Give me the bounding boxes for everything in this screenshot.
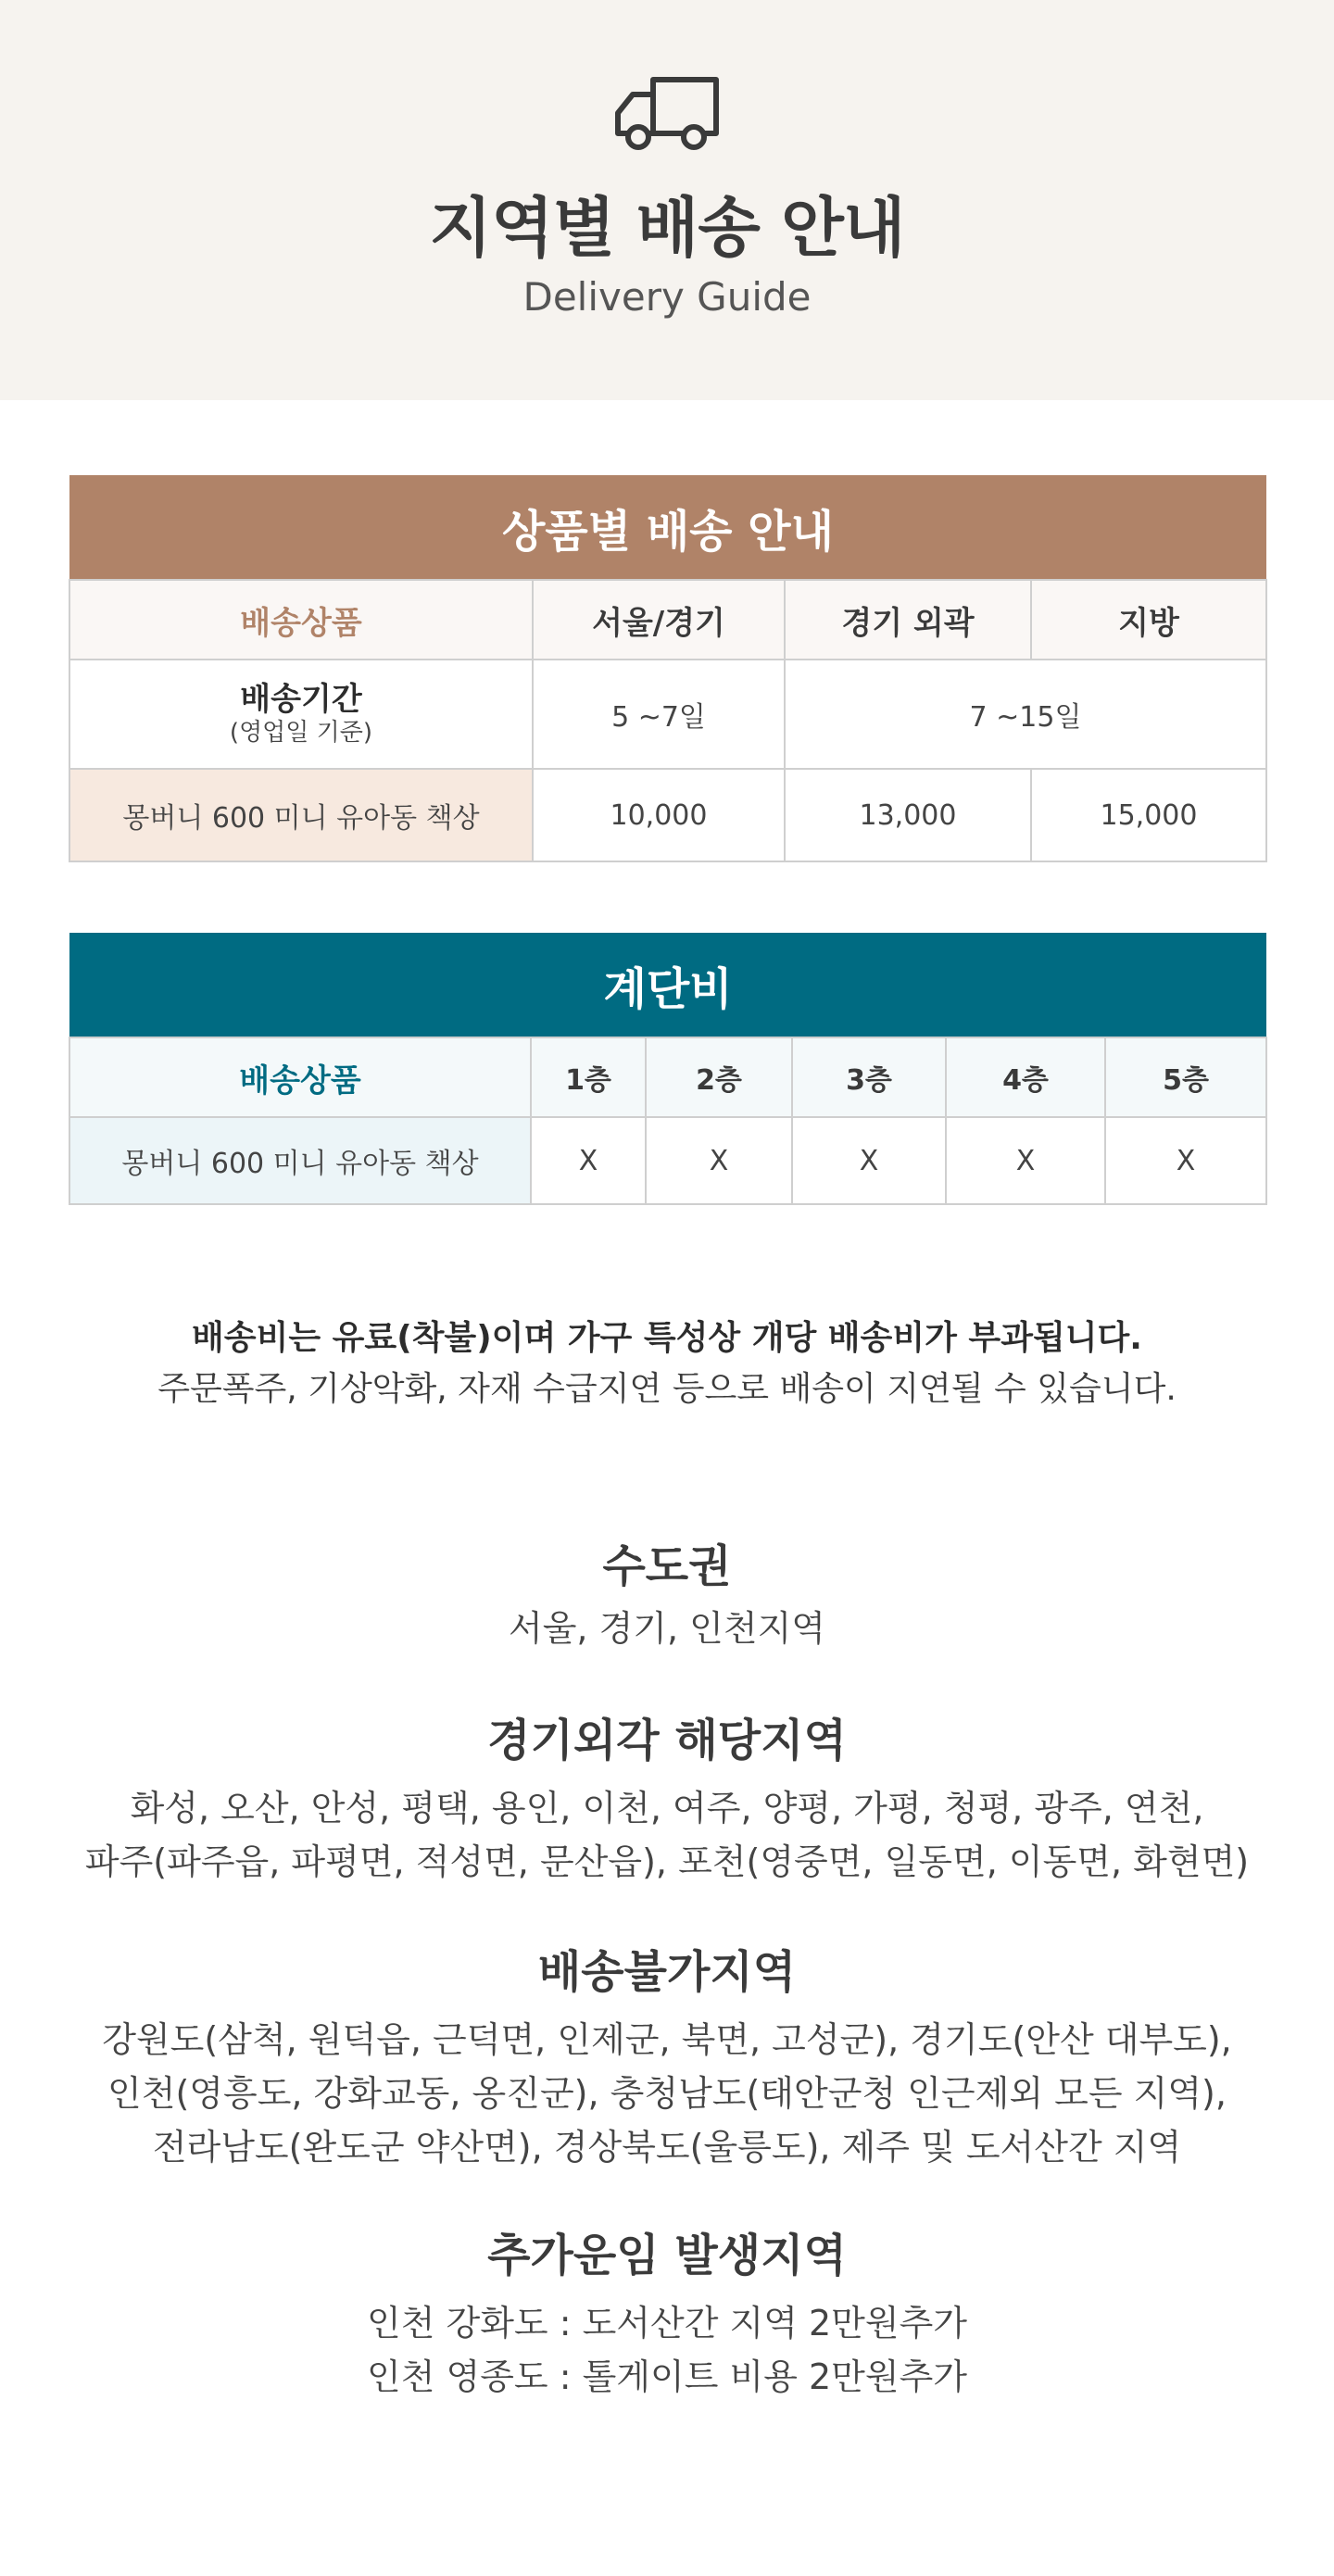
table-title: 계단비: [69, 933, 1266, 1037]
stairs-cell: X: [646, 1117, 792, 1204]
period-note: (영업일 기준): [229, 718, 373, 747]
stairs-cell: X: [531, 1117, 646, 1204]
column-header: 4층: [946, 1037, 1105, 1117]
product-name: 몽버니 600 미니 유아동 책상: [69, 769, 533, 861]
stairs-cell: X: [946, 1117, 1105, 1204]
region-line: 화성, 오산, 안성, 평택, 용인, 이천, 여주, 양평, 가평, 청평, 광주, 연천,: [130, 1788, 1204, 1828]
period-seoul: 5 ~7일: [533, 660, 785, 769]
truck-icon: [612, 74, 722, 154]
price-cell: 15,000: [1031, 769, 1266, 861]
column-header: 배송상품: [69, 580, 533, 660]
region-title: 수도권: [602, 1540, 732, 1592]
region-title: 배송불가지역: [537, 1946, 797, 1998]
column-header: 2층: [646, 1037, 792, 1117]
column-header: 배송상품: [69, 1037, 531, 1117]
table-row: [69, 769, 1266, 861]
table-header-row: [69, 1037, 1266, 1117]
column-header: 1층: [531, 1037, 646, 1117]
region-title: 경기외각 해당지역: [487, 1715, 847, 1766]
region-line: 강원도(삼척, 원덕읍, 근덕면, 인제군, 북면, 고성군), 경기도(안산 대부도),: [102, 2019, 1232, 2060]
notice-text: 주문폭주, 기상악화, 자재 수급지연 등으로 배송이 지연될 수 있습니다.: [157, 1370, 1177, 1408]
page-subtitle: Delivery Guide: [522, 274, 812, 320]
shipping-fee-table: [69, 475, 1267, 862]
region-title: 추가운임 발생지역: [487, 2230, 847, 2281]
column-header: 3층: [792, 1037, 946, 1117]
region-capital: [0, 1530, 1334, 1655]
period-label-cell: [69, 660, 533, 769]
stairs-cell: X: [792, 1117, 946, 1204]
region-line: 전라남도(완도군 약산면), 경상북도(울릉도), 제주 및 도서산간 지역: [152, 2127, 1182, 2168]
region-no-delivery: [0, 1936, 1334, 2174]
header-banner: [0, 0, 1334, 400]
region-line: 인천 강화도 : 도서산간 지역 2만원추가: [367, 2303, 967, 2344]
stairs-cell: X: [1105, 1117, 1266, 1204]
period-label: 배송기간: [240, 681, 362, 718]
region-line: 인천(영흥도, 강화교동, 옹진군), 충청남도(태안군청 인근제외 모든 지역),: [107, 2073, 1227, 2114]
table-title: 상품별 배송 안내: [69, 475, 1266, 580]
region-outer-gyeonggi: [0, 1704, 1334, 1889]
price-cell: 13,000: [785, 769, 1031, 861]
column-header: 서울/경기: [533, 580, 785, 660]
region-line: 서울, 경기, 인천지역: [509, 1608, 825, 1649]
column-header: 5층: [1105, 1037, 1266, 1117]
region-extra-fee: [0, 2219, 1334, 2404]
shipping-notice: [0, 1312, 1334, 1410]
period-other: 7 ~15일: [785, 660, 1266, 769]
region-line: 인천 영종도 : 톨게이트 비용 2만원추가: [367, 2356, 967, 2397]
table-row: [69, 1117, 1266, 1204]
region-line: 파주(파주읍, 파평면, 적성면, 문산읍), 포천(영중면, 일동면, 이동면, 화현면): [84, 1841, 1250, 1882]
page-title: 지역별 배송 안내: [429, 190, 905, 266]
notice-bold: 배송비는 유료(착불)이며 가구 특성상 개당 배송비가 부과됩니다.: [192, 1319, 1142, 1357]
column-header: 지방: [1031, 580, 1266, 660]
table-header-row: [69, 580, 1266, 660]
column-header: 경기 외곽: [785, 580, 1031, 660]
product-name: 몽버니 600 미니 유아동 책상: [69, 1117, 531, 1204]
stairs-fee-table: [69, 933, 1267, 1205]
table-row: [69, 660, 1266, 769]
price-cell: 10,000: [533, 769, 785, 861]
